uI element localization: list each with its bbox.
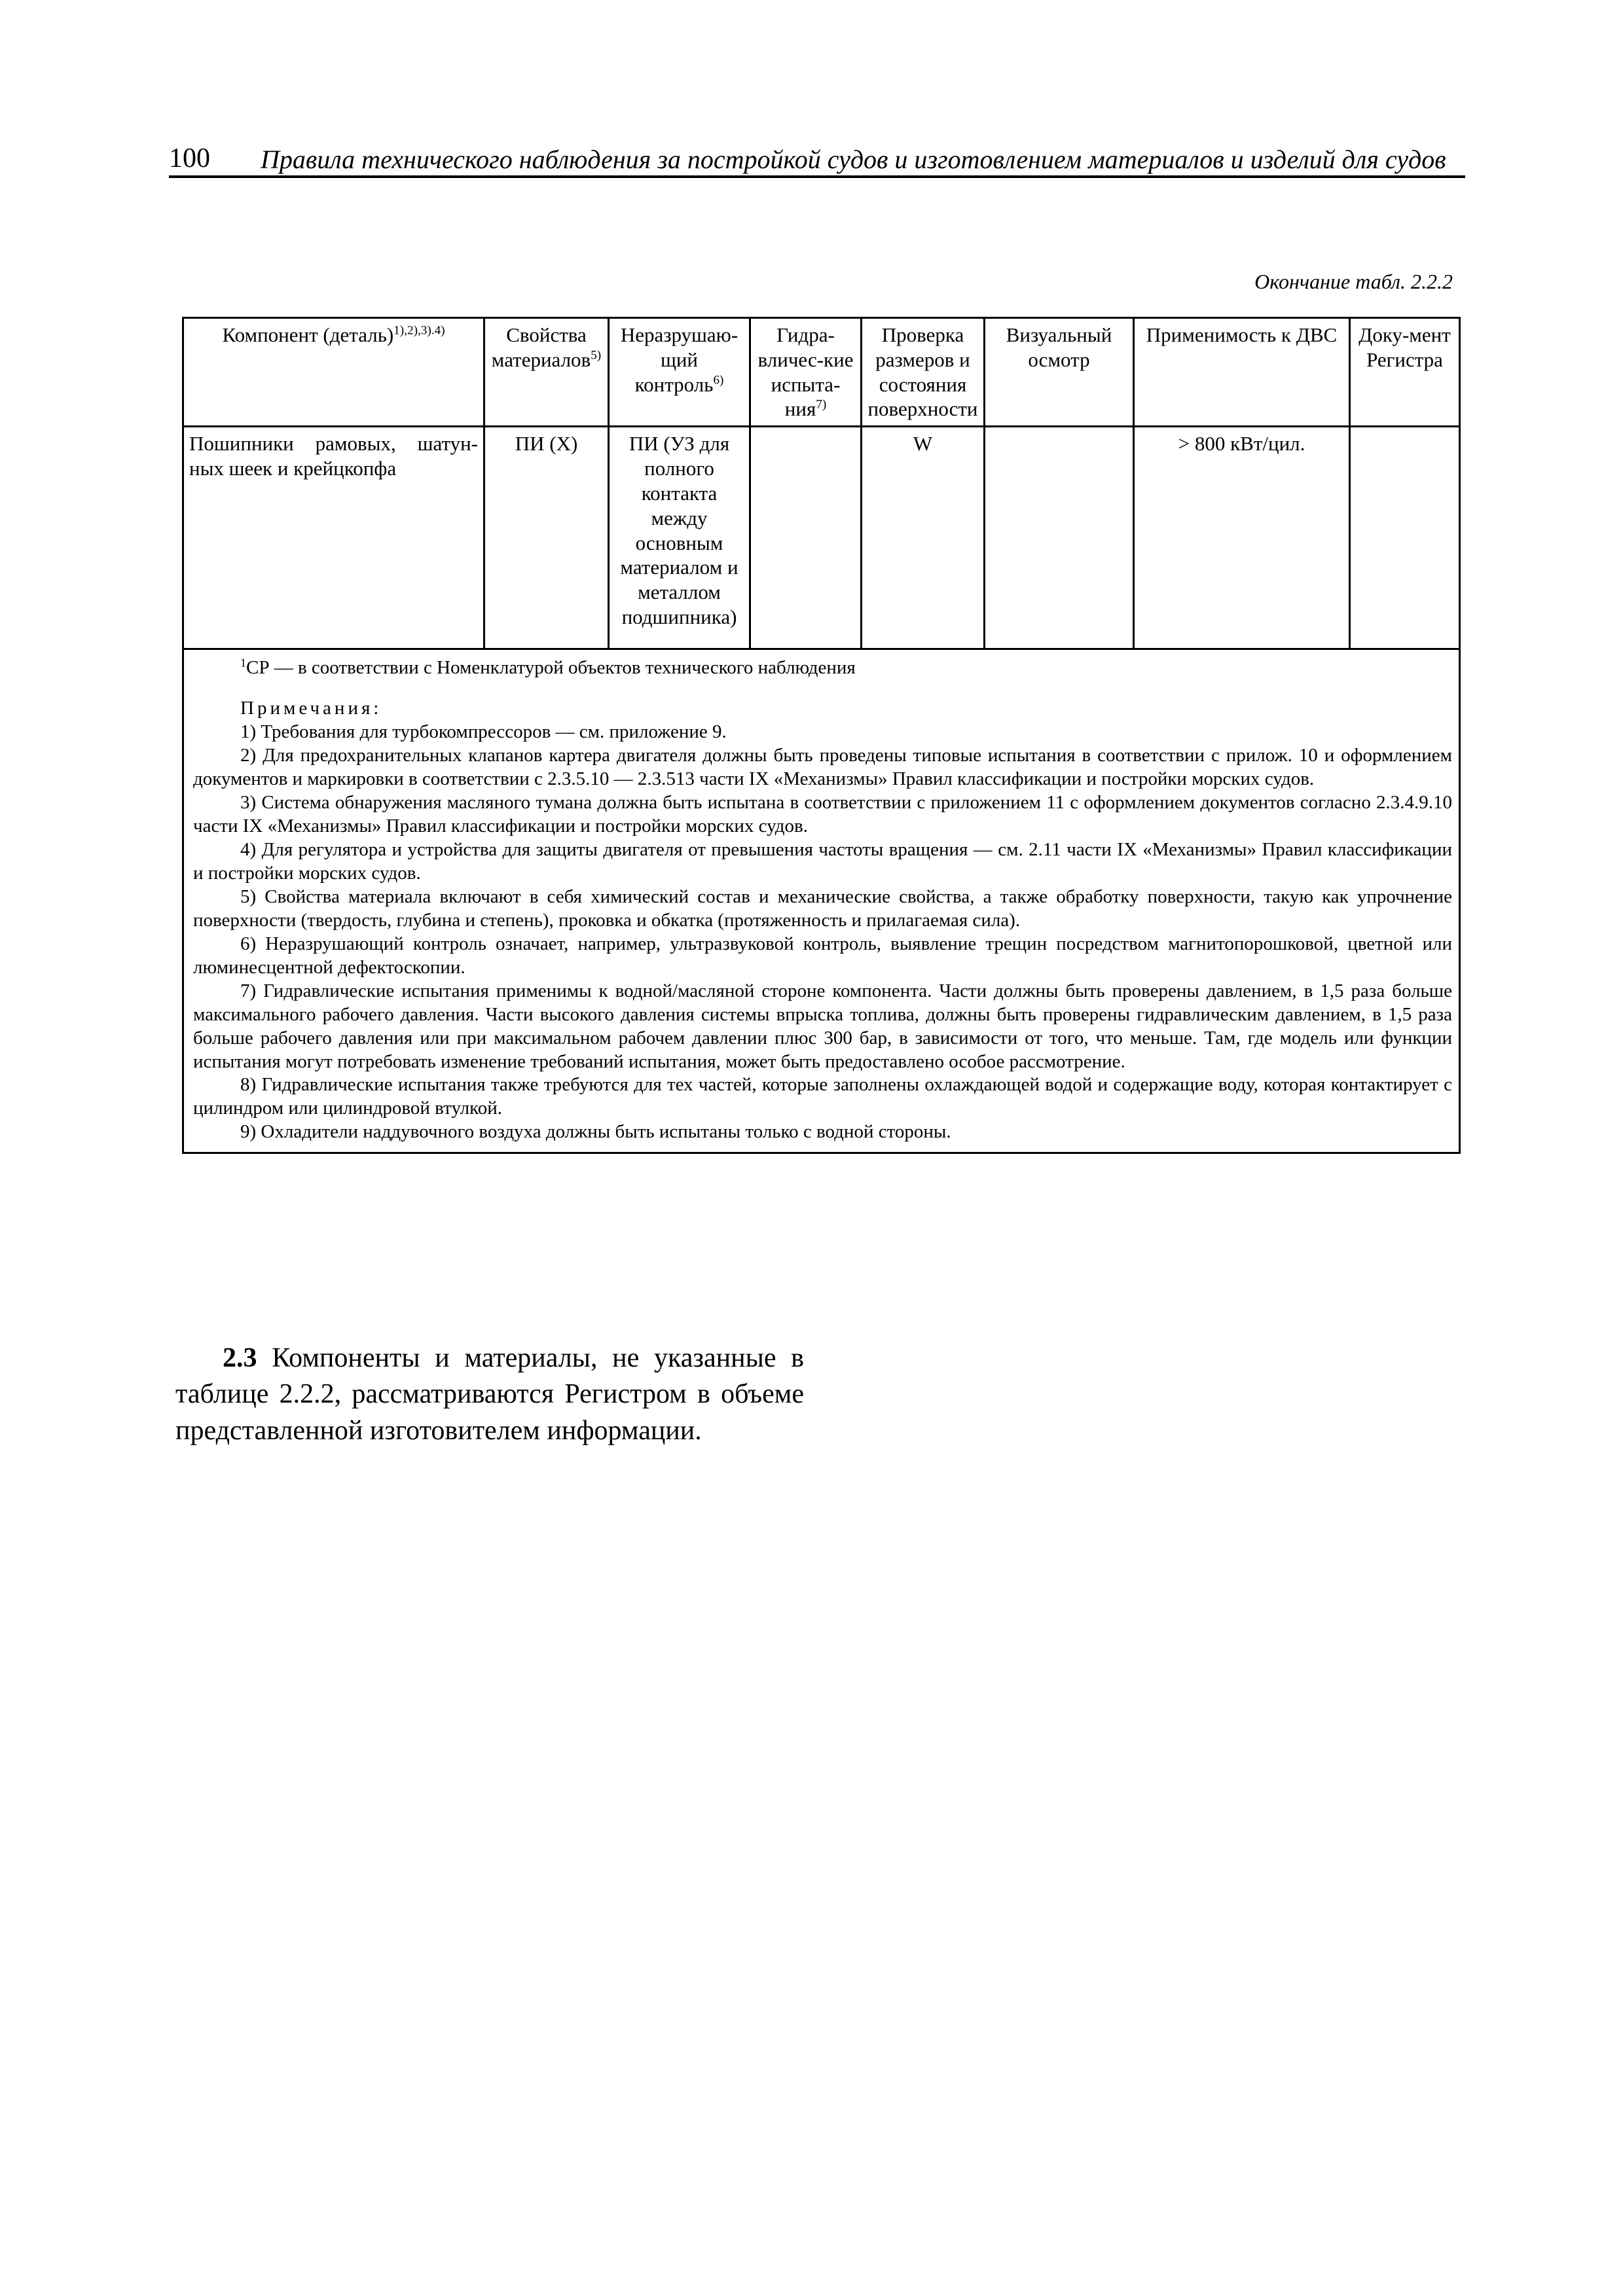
notes-cell bbox=[183, 649, 1460, 1153]
note-item: 9) Охладители наддувочного воздуха должны быть испытаны только с водной стороны. bbox=[240, 1121, 951, 1143]
note-item: 2) Для предохранительных клапанов картера двигателя должны быть проведены типовые испытания в соответствии с прилож. 10 и оформлением документов и маркировки в соответствии с 2.3.5.10 — 2.3.513 части IX «Механизмы» Правил классификации и постройки морских судов. bbox=[193, 745, 1452, 790]
col-header-hydraulic: Гидра-вличес-кие испыта-ния$^{7)}$ bbox=[750, 318, 862, 427]
note-item: 4) Для регулятора и устройства для защиты двигателя от превышения частоты вращения — см. 2.11 части IX «Механизмы» Правил классификации и постройки морских судов. bbox=[193, 838, 1452, 884]
cell-visual bbox=[985, 427, 1134, 649]
table-caption: Окончание табл. 2.2.2 bbox=[1254, 270, 1453, 293]
col-header-component: Компонент (деталь)$^{1),2),3).4)}$ bbox=[183, 318, 484, 427]
col-header-applicability: Применимость к ДВС bbox=[1134, 318, 1350, 427]
section-number: 2.3 bbox=[223, 1343, 257, 1373]
cell-ndt: ПИ (УЗ для полного контакта между основным материалом и металлом подшипника) bbox=[609, 427, 750, 649]
col-header-dimension-check: Проверка размеров и состояния поверхности bbox=[862, 318, 985, 427]
note-item: 7) Гидравлические испытания применимы к водной/масляной стороне компонента. Части должны быть проверены давлением, в 1,5 раза больше максимального рабочего давления. Части высокого давления системы впрыска топлива, должны быть проверены гидравлическим давлением, в 1,5 раза больше рабочего давления или при максимальном рабочем давлении плюс 300 бар, в зависимости от того, что меньше. Там, где модель или функции испытания могут потребовать изменение требований испытания, может быть предоставлено особое рассмотрение. bbox=[193, 980, 1452, 1072]
col-header-material-properties: Свойства материалов$^{5)}$ bbox=[484, 318, 609, 427]
note-item: 3) Система обнаружения масляного тумана должна быть испытана в соответствии с приложением 11 с оформлением документов согласно 2.3.4.9.10 части IX «Механизмы» Правил классификации и постройки морских судов. bbox=[193, 792, 1452, 836]
note-item: 1) Требования для турбокомпрессоров — см. приложение 9. bbox=[240, 721, 727, 743]
table-header-row bbox=[183, 318, 1460, 427]
cell-hydraulic bbox=[750, 427, 862, 649]
notes-row bbox=[183, 649, 1460, 1153]
section-text: Компоненты и материалы, не указанные в таблице 2.2.2, рассматриваются Регистром в объеме представленной изготовителем информации. bbox=[175, 1343, 805, 1446]
running-title: Правила технического наблюдения за постройкой судов и изготовлением материалов и изделий для судов bbox=[261, 145, 1446, 174]
col-header-visual: Визуальный осмотр bbox=[985, 318, 1134, 427]
requirements-table bbox=[182, 317, 1461, 1154]
page-number: 100 bbox=[169, 143, 210, 173]
col-header-ndt: Неразрушаю-щий контроль$^{6)}$ bbox=[609, 318, 750, 427]
table-row bbox=[183, 427, 1460, 649]
table-footnote: $^1$СР — в соответствии с Номенклатурой объектов технического наблюдения bbox=[240, 656, 856, 679]
col-header-document: Доку-мент Регистра bbox=[1350, 318, 1460, 427]
cell-applicability: > 800 кВт/цил. bbox=[1134, 427, 1350, 649]
cell-component: Пошипники рамовых, шатун-ных шеек и крейцкопфа bbox=[183, 427, 484, 649]
cell-dimension-check: W bbox=[862, 427, 985, 649]
note-item: 5) Свойства материала включают в себя химический состав и механические свойства, а также обработку поверхности, такую как упрочнение поверхности (твердость, глубина и степень), проковка и обкатка (протяженность и прилагаемая сила). bbox=[193, 886, 1452, 931]
cell-material-properties: ПИ (Х) bbox=[484, 427, 609, 649]
note-item: 6) Неразрушающий контроль означает, например, ультразвуковой контроль, выявление трещин посредством магнитопорошковой, цветной или люминесцентной дефектоскопии. bbox=[193, 933, 1452, 978]
section-paragraph bbox=[175, 1340, 804, 1449]
note-item: 8) Гидравлические испытания также требуются для тех частей, которые заполнены охлаждающей водой и содержащие воду, которая контактирует с цилиндром или цилиндровой втулкой. bbox=[193, 1074, 1452, 1119]
notes-title: Примечания: bbox=[240, 698, 382, 719]
cell-document bbox=[1350, 427, 1460, 649]
header-rule bbox=[169, 175, 1465, 178]
